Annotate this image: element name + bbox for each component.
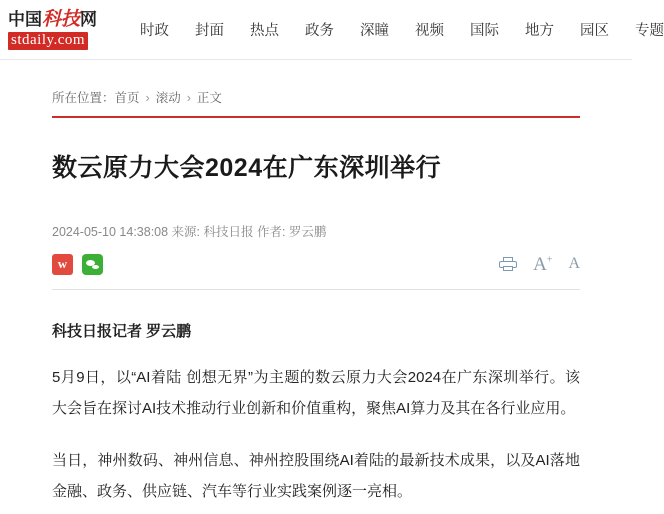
breadcrumb-red-rule (52, 116, 580, 118)
article-toolbar (52, 254, 580, 289)
site-header (0, 0, 664, 60)
nav-item-shentong[interactable]: 深瞳 (360, 23, 389, 39)
breadcrumb (52, 60, 580, 116)
article-paragraph-2: 当日，神州数码、神州信息、神州控股围绕AI着陆的最新技术成果，以及AI落地金融、政务、供应链、汽车等行业实践案例逐一亮相。 (52, 452, 580, 500)
font-increase-sup: + (546, 254, 553, 266)
logo-text-part1: 中国 (8, 9, 42, 29)
nav-item-zhuanti[interactable]: 专题 (635, 23, 664, 39)
breadcrumb-item-zhengwen[interactable]: 正文 (196, 91, 222, 105)
font-increase-label: A (533, 253, 547, 275)
breadcrumb-item-home[interactable]: 首页 (114, 91, 140, 105)
logo-chinese-text (8, 10, 104, 29)
nav-item-difang[interactable]: 地方 (525, 23, 554, 39)
nav-item-redian[interactable]: 热点 (250, 23, 279, 39)
breadcrumb-separator-1: › (145, 91, 150, 105)
logo-domain-text: stdaily.com (8, 32, 88, 50)
font-decrease-button[interactable]: A (568, 255, 580, 273)
logo-text-part2: 网 (80, 9, 98, 29)
breadcrumb-item-gundong[interactable]: 滚动 (155, 91, 181, 105)
nav-item-guoji[interactable]: 国际 (470, 23, 499, 39)
article-container (0, 60, 632, 508)
site-logo[interactable] (8, 10, 104, 50)
sina-weibo-share-icon[interactable] (52, 254, 73, 275)
main-nav (140, 19, 664, 40)
nav-item-shipin[interactable]: 视频 (415, 23, 444, 39)
article-paragraph-1: 5月9日，以“AI着陆 创想无界”为主题的数云原力大会2024在广东深圳举行。该大会旨在探讨AI技术推动行业创新和价值重构，聚焦AI算力及其在各行业应用。 (52, 368, 580, 417)
breadcrumb-prefix: 所在位置： (52, 91, 115, 105)
nav-item-zhengwu[interactable]: 政务 (305, 23, 334, 39)
breadcrumb-separator-2: › (186, 91, 191, 105)
wechat-share-icon[interactable] (82, 254, 103, 275)
toolbar-divider (52, 289, 580, 290)
page-title: 数云原力大会2024在广东深圳举行 (52, 154, 442, 182)
nav-item-fengmian[interactable]: 封面 (195, 23, 224, 39)
reading-tools (499, 255, 580, 274)
print-icon[interactable] (499, 257, 517, 271)
article-meta-text: 2024-05-10 14:38:08 来源: 科技日报 作者: 罗云鹏 (52, 224, 327, 239)
nav-item-yuanqu[interactable]: 园区 (580, 23, 609, 39)
font-increase-button[interactable] (533, 255, 552, 274)
logo-text-highlight: 科技 (42, 8, 81, 30)
share-icon-group (52, 254, 103, 275)
article-meta (52, 222, 580, 240)
article-byline: 科技日报记者 罗云鹏 (52, 322, 192, 340)
nav-item-shizheng[interactable]: 时政 (140, 23, 169, 39)
